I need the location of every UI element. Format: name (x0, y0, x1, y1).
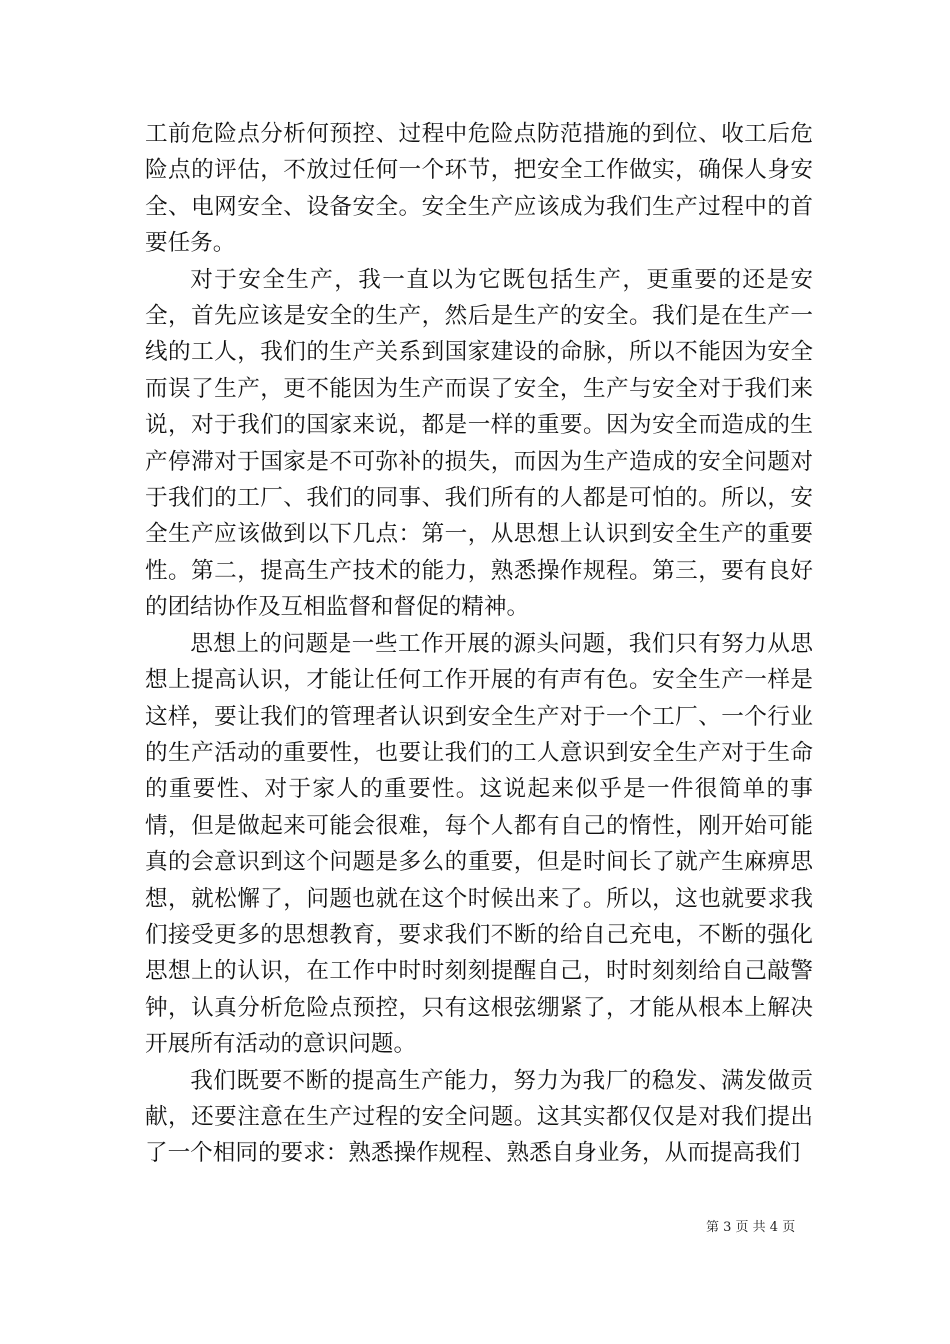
paragraph-3: 思想上的问题是一些工作开展的源头问题，我们只有努力从思想上提高认识，才能让任何工作开展的有声有色。安全生产一样是这样，要让我们的管理者认识到安全生产对于一个工厂、一个行业的生产活动的重要性，也要让我们的工人意识到安全生产对于生命的重要性、对于家人的重要性。这说起来似乎是一件很简单的事情，但是做起来可能会很难，每个人都有自己的惰性，刚开始可能真的会意识到这个问题是多么的重要，但是时间长了就产生麻痹思想，就松懈了，问题也就在这个时候出来了。所以，这也就要求我们接受更多的思想教育，要求我们不断的给自己充电，不断的强化思想上的认识，在工作中时时刻刻提醒自己，时时刻刻给自己敲警钟，认真分析危险点预控，只有这根弦绷紧了，才能从根本上解决开展所有活动的意识问题。 (145, 630, 813, 1058)
paragraph-4: 我们既要不断的提高生产能力，努力为我厂的稳发、满发做贡献，还要注意在生产过程的安全问题。这其实都仅仅是对我们提出了一个相同的要求：熟悉操作规程、熟悉自身业务，从而提高我们 (145, 1067, 813, 1167)
page-number-footer: 第 3 页 共 4 页 (706, 1220, 796, 1235)
body-text (145, 116, 813, 1172)
paragraph-1: 工前危险点分析何预控、过程中危险点防范措施的到位、收工后危险点的评估，不放过任何一个环节，把安全工作做实，确保人身安全、电网安全、设备安全。安全生产应该成为我们生产过程中的首要任务。 (145, 121, 813, 257)
paragraph-2: 对于安全生产，我一直以为它既包括生产，更重要的还是安全，首先应该是安全的生产，然后是生产的安全。我们是在生产一线的工人，我们的生产关系到国家建设的命脉，所以不能因为安全而误了生产，更不能因为生产而误了安全，生产与安全对于我们来说，对于我们的国家来说，都是一样的重要。因为安全而造成的生产停滞对于国家是不可弥补的损失，而因为生产造成的安全问题对于我们的工厂、我们的同事、我们所有的人都是可怕的。所以，安全生产应该做到以下几点：第一，从思想上认识到安全生产的重要性。第二，提高生产技术的能力，熟悉操作规程。第三，要有良好的团结协作及互相监督和督促的精神。 (145, 266, 813, 621)
